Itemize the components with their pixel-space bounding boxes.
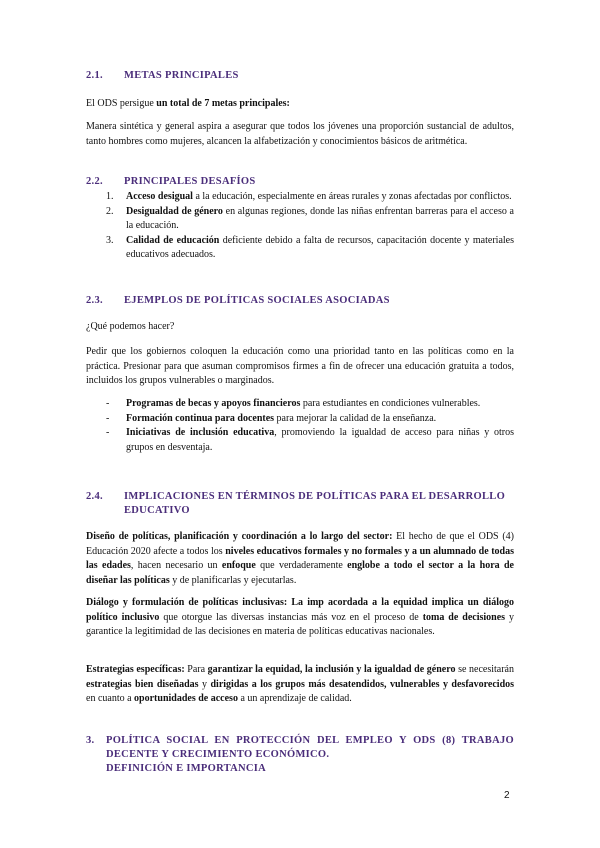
p3-text-d: se necesitarán [455,664,514,675]
p3-text-h: en cuanto a [86,693,135,704]
list-item-bold: Acceso desigual [126,191,193,202]
list-marker: - [106,398,110,409]
p3-text-b: Para [184,664,208,675]
p3-bold-g: dirigidas a los grupos más desatendidos, vulnerables y desfavorecidos [210,678,515,690]
list-item [86,205,514,234]
heading-number: 2.2. [86,176,103,187]
list-item-text: para mejorar la calidad de la enseñanza. [274,412,437,424]
heading-number: 3. [86,735,95,746]
ejemplos-paragraph [86,345,514,389]
metas-intro-text: El ODS persigue [86,98,157,109]
p1-text-b: El hecho de que el ODS (4) Educación 2020 afecte a todos los [86,531,514,557]
list-item-bold: Desigualdad de género [126,205,223,217]
list-item [86,234,514,263]
list-item-text: en algunas regiones, donde las niñas enfrentan barreras para el acceso a la educación. [126,205,514,231]
p3-text-f: y [198,678,211,690]
list-item-text: , promoviendo la igualdad de acceso para niñas y otros grupos en desventaja. [126,427,515,453]
p3-text-j: a un aprendizaje de calidad. [237,693,352,704]
p1-bold-c: niveles educativos formales y no formales y a un alumnado de todas las edades [86,545,515,571]
heading-ejemplos-politicas [86,295,514,306]
metas-intro-bold: un total de 7 metas principales: [156,98,290,109]
ejemplos-list [86,397,514,455]
p1-text-f: que verdaderamente [255,560,348,571]
p1-bold-e: enfoque [221,560,256,571]
p3-bold-c: garantizar la equidad, la inclusión y la igualdad de género [207,664,456,675]
p2-bold-a: Diálogo y formulación de políticas inclusivas: La imp acordada a la equidad implica un diálogo político inclusivo [86,597,514,623]
list-item [86,190,514,205]
list-item-bold: Formación continua para docentes [126,412,275,424]
p3-bold-a: Estrategias específicas: [86,664,185,675]
list-item [86,397,514,412]
list-item-bold: Programas de becas y apoyos financieros [126,398,301,409]
p2-text-b: que otorgue las diversas instancias más voz en el proceso de [159,611,423,623]
heading-implicaciones [86,490,514,518]
metas-intro [86,97,514,112]
list-marker: 2. [106,205,114,217]
p3-bold-i: oportunidades de acceso [134,693,238,704]
list-item [86,426,514,455]
list-marker: - [106,412,110,424]
list-item-text: deficiente debido a falta de recursos, capacitación docente y materiales educativos adecuados. [126,234,514,260]
heading-title: IMPLICACIONES EN TÉRMINOS DE POLÍTICAS PARA EL DESARROLLO EDUCATIVO [124,491,506,516]
metas-summary-text: Manera sintética y general aspira a asegurar que todos los jóvenes una proporción sustancial de adultos, tanto hombres como mujeres, alcancen la alfabetización y conocimientos básicos de aritmética. [86,121,514,147]
heading-title: METAS PRINCIPALES [124,70,239,81]
p2-text-d: y garantice la legitimidad de las decisiones en materia de políticas educativas nacionales. [86,611,514,637]
implicaciones-p1 [86,530,514,588]
metas-summary [86,120,514,149]
implicaciones-p2 [86,596,514,640]
list-item [86,412,514,427]
heading-number: 2.1. [86,70,103,81]
heading-politica-social-empleo [86,734,514,776]
p3-bold-e: estrategias bien diseñadas [86,678,199,690]
ejemplos-question [86,320,514,335]
p1-bold-a: Diseño de políticas, planificación y coordinación a lo largo del sector: [86,531,393,542]
heading-title: POLÍTICA SOCIAL EN PROTECCIÓN DEL EMPLEO Y ODS (8) TRABAJO DECENTE Y CRECIMIENTO ECONÓMICO. [106,735,514,760]
p1-bold-g: englobe a todo el sector a la hora de diseñar las políticas [86,560,514,586]
heading-number: 2.4. [86,491,103,502]
desafios-list [86,190,514,263]
list-marker: 1. [106,191,114,202]
heading-principales-desafios [86,176,514,187]
p1-text-d: , hacen necesario un [130,560,222,571]
list-item-bold: Calidad de educación [126,234,220,246]
implicaciones-p3 [86,663,514,707]
list-item-text: a la educación, especialmente en áreas rurales y zonas afectadas por conflictos. [192,191,512,202]
heading-title: EJEMPLOS DE POLÍTICAS SOCIALES ASOCIADAS [124,295,390,306]
heading-subtitle: DEFINICIÓN E IMPORTANCIA [106,763,267,774]
list-item-text: para estudiantes en condiciones vulnerables. [300,398,481,409]
list-marker: - [106,427,110,438]
ejemplos-question-text: ¿Qué podemos hacer? [86,321,175,332]
p1-text-h: y de planificarlas y ejecutarlas. [169,574,297,586]
ejemplos-paragraph-text: Pedir que los gobiernos coloquen la educación como una prioridad tanto en las políticas como en la práctica. Presionar para que asuman compromisos firmes a fin de ofrecer una educación gratuita a todos, incluidos los grupos vulnerables o marginados. [86,346,514,386]
heading-title: PRINCIPALES DESAFÍOS [124,176,256,187]
page-number: 2 [504,790,510,801]
heading-metas-principales [86,70,514,81]
list-marker: 3. [106,234,114,246]
list-item-bold: Iniciativas de inclusión educativa [126,427,275,438]
p2-bold-c: toma de decisiones [422,611,506,623]
heading-number: 2.3. [86,295,103,306]
